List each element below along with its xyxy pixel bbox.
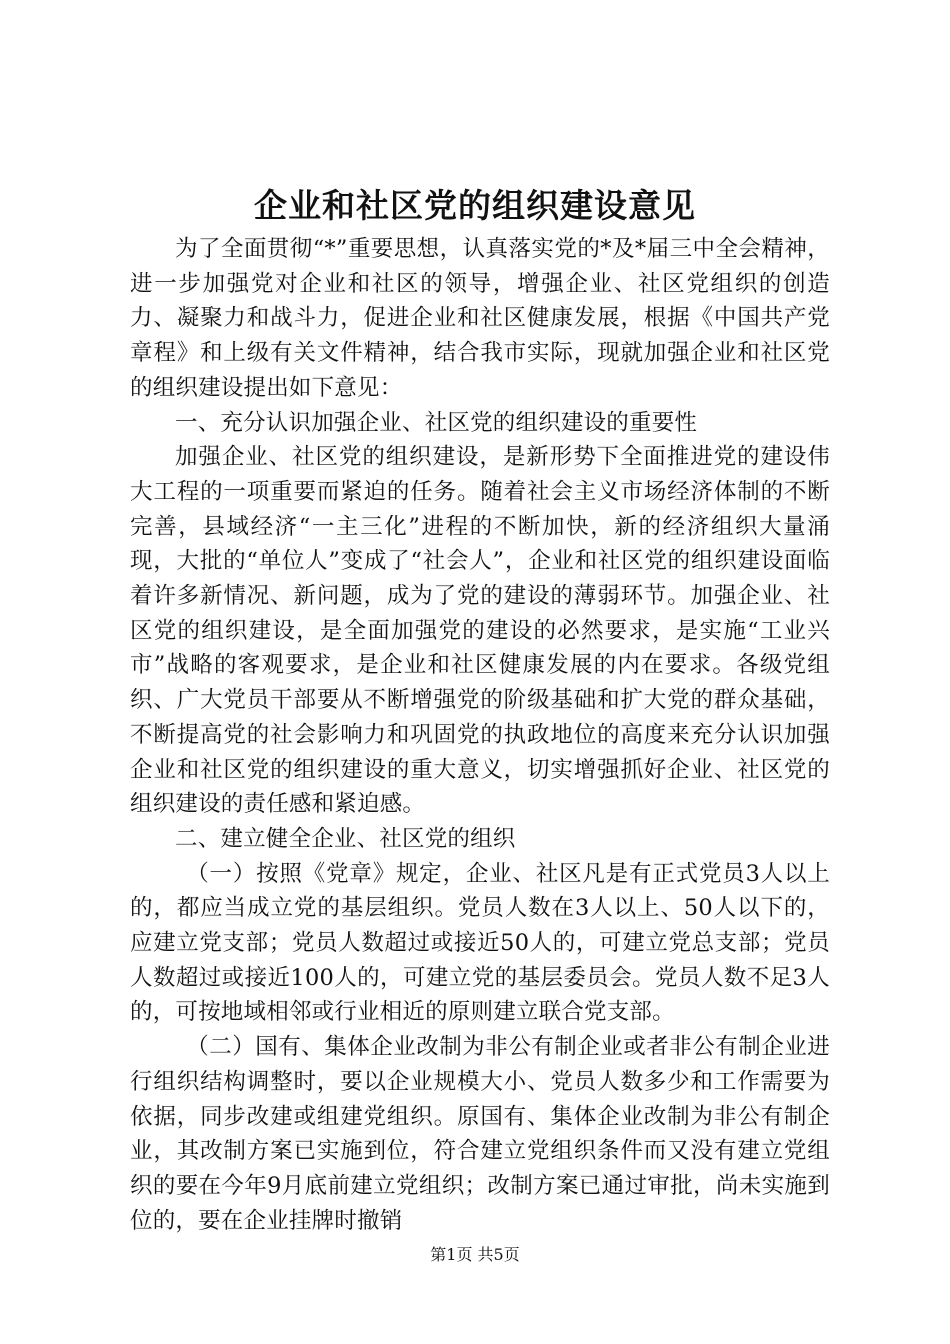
intro-paragraph: 为了全面贯彻“*”重要思想，认真落实党的*及*届三中全会精神，进一步加强党对企业和社区的领导，增强企业、社区党组织的创造力、凝聚力和战斗力，促进企业和社区健康发展，根据《中国共产党章程》和上级有关文件精神，结合我市实际，现就加强企业和社区党的组织建设提出如下意见： bbox=[130, 236, 830, 401]
page-footer: 第1页 共5页 bbox=[430, 1245, 520, 1264]
document-body bbox=[130, 232, 830, 1238]
clause-paragraph-2: （二）国有、集体企业改制为非公有制企业或者非公有制企业进行组织结构调整时，要以企业规模大小、党员人数多少和工作需要为依据，同步改建或组建党组织。原国有、集体企业改制为非公有制企业，其改制方案已实施到位，符合建立党组织条件而又没有建立党组织的要在今年9月底前建立党组织；改制方案已通过审批，尚未实施到位的，要在企业挂牌时撤销 bbox=[130, 1034, 830, 1234]
section-heading-1: 一、充分认识加强企业、社区党的组织建设的重要性 bbox=[175, 409, 698, 436]
clause-paragraph-1: （一）按照《党章》规定，企业、社区凡是有正式党员3人以上的，都应当成立党的基层组织。党员人数在3人以上、50人以下的，应建立党支部；党员人数超过或接近50人的，可建立党总支部；党员人数超过或接近100人的，可建立党的基层委员会。党员人数不足3人的，可按地域相邻或行业相近的原则建立联合党支部。 bbox=[130, 860, 830, 1026]
document-title: 企业和社区党的组织建设意见 bbox=[254, 186, 696, 225]
section-heading-2: 二、建立健全企业、社区党的组织 bbox=[175, 825, 516, 852]
body-paragraph: 加强企业、社区党的组织建设，是新形势下全面推进党的建设伟大工程的一项重要而紧迫的任务。随着社会主义市场经济体制的不断完善，县域经济“一主三化”进程的不断加快，新的经济组织大量涌现，大批的“单位人”变成了“社会人”，企业和社区党的组织建设面临着许多新情况、新问题，成为了党的建设的薄弱环节。加强企业、社区党的组织建设，是全面加强党的建设的必然要求，是实施“工业兴市”战略的客观要求，是企业和社区健康发展的内在要求。各级党组织、广大党员干部要从不断增强党的阶级基础和扩大党的群众基础，不断提高党的社会影响力和巩固党的执政地位的高度来充分认识加强企业和社区党的组织建设的重大意义，切实增强抓好企业、社区党的组织建设的责任感和紧迫感。 bbox=[130, 444, 830, 818]
